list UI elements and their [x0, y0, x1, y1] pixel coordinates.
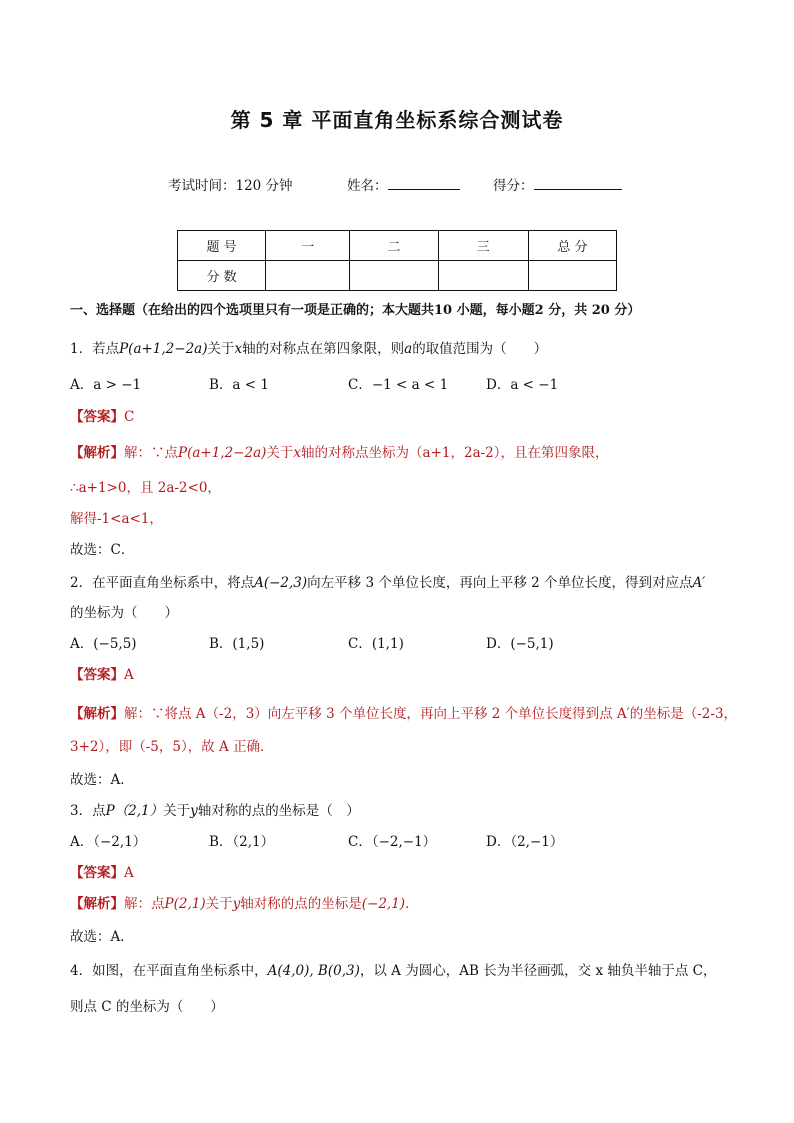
q3-axis: y — [190, 803, 198, 819]
exam-info — [0, 174, 794, 196]
score-cell[interactable] — [528, 261, 616, 291]
answer-value: A — [124, 667, 134, 683]
q2-analysis-line: 3+2），即（-5，5），故 A 正确． — [70, 739, 274, 755]
q1-stem-text: 轴的对称点在第四象限，则 — [242, 341, 405, 357]
answer-tag: 【答案】 — [70, 409, 124, 425]
score-table-value-row — [178, 261, 617, 291]
option-c[interactable]: C．(1,1) — [348, 636, 404, 652]
q4-stem-text: 4．如图，在平面直角坐标系中， — [70, 963, 268, 979]
analysis-text: 解：∵将点 A（-2，3）向左平移 3 个单位长度，再向上平移 2 个单位长度得到点 A′的坐标是（-2-3， — [124, 706, 738, 722]
analysis-tag: 【解析】 — [70, 896, 124, 912]
q3-analysis — [70, 894, 419, 914]
option-c[interactable]: C．−1 < a < 1 — [348, 377, 449, 393]
section-heading: 一、选择题（在给出的四个选项里只有一项是正确的；本大题共10 小题，每小题2 分，共 20 分） — [70, 303, 641, 318]
table-header-cell: 总 分 — [528, 231, 616, 261]
page-title: 第 5 章 平面直角坐标系综合测试卷 — [230, 108, 564, 132]
option-a[interactable]: A．a > −1 — [70, 377, 142, 393]
analysis-axis: x — [293, 445, 302, 461]
q2-analysis — [70, 704, 737, 724]
score-blank[interactable] — [534, 174, 622, 190]
answer-tag: 【答案】 — [70, 667, 124, 683]
q1-point: P(a+1,2−2a) — [119, 341, 208, 357]
table-header-cell: 题 号 — [178, 231, 266, 261]
q1-var: a — [404, 341, 413, 357]
q1-stem-text: 的取值范围为（ ） — [412, 341, 548, 357]
name-field — [347, 174, 388, 194]
q1-stem-text: 关于 — [207, 341, 235, 357]
analysis-tag: 【解析】 — [70, 706, 124, 722]
q3-stem-text: 3．点 — [70, 803, 106, 819]
q1-analysis — [70, 443, 609, 463]
name-label: 姓名： — [347, 178, 388, 194]
analysis-point: P(a+1,2−2a) — [178, 445, 267, 461]
score-label: 得分： — [493, 178, 534, 194]
question-1-stem — [70, 339, 547, 359]
q1-stem-text: 1．若点 — [70, 341, 120, 357]
option-d[interactable]: D．(−5,1) — [486, 636, 554, 652]
q3-point: P（2,1） — [105, 803, 164, 819]
option-d[interactable]: D．a < −1 — [486, 377, 559, 393]
table-header-cell: 二 — [350, 231, 438, 261]
analysis-text: 轴的对称点坐标为（a+1，2a-2），且在第四象限， — [301, 445, 609, 461]
table-row-label: 分 数 — [178, 261, 266, 291]
option-d[interactable]: D．（2,−1） — [486, 834, 564, 850]
answer-value: A — [124, 865, 134, 881]
analysis-text: 关于 — [266, 445, 294, 461]
q2-answer — [70, 665, 134, 685]
q1-analysis-line: ∴a+1>0，且 2a-2<0， — [70, 480, 221, 496]
q3-stem-text: 关于 — [163, 803, 191, 819]
q4-stem-text: ，以 A 为圆心，AB 长为半径画弧，交 x 轴负半轴于点 C， — [359, 963, 717, 979]
analysis-text: ． — [405, 896, 419, 912]
score-cell[interactable] — [350, 261, 438, 291]
q2-stem-text: 2．在平面直角坐标系中，将点 — [70, 575, 255, 591]
question-3-stem — [70, 801, 360, 821]
q3-choice: 故选：A． — [70, 929, 134, 945]
table-header-cell: 三 — [438, 231, 528, 261]
q2-point: A(−2,3) — [254, 575, 308, 591]
analysis-text: 关于 — [205, 896, 233, 912]
q2-choice: 故选：A． — [70, 772, 134, 788]
option-a[interactable]: A．（−2,1） — [70, 834, 147, 850]
score-table — [177, 230, 617, 291]
question-2-stem-cont: 的坐标为（ ） — [70, 605, 178, 621]
analysis-axis: y — [232, 896, 241, 912]
name-blank[interactable] — [388, 174, 460, 190]
score-cell[interactable] — [438, 261, 528, 291]
analysis-tag: 【解析】 — [70, 445, 124, 461]
question-4-stem — [70, 961, 716, 981]
option-b[interactable]: B．a < 1 — [209, 377, 269, 393]
option-b[interactable]: B．(1,5) — [209, 636, 265, 652]
option-a[interactable]: A．(−5,5) — [70, 636, 137, 652]
q1-axis: x — [234, 341, 243, 357]
answer-value: C — [124, 409, 135, 425]
analysis-text: 解：点 — [124, 896, 165, 912]
score-table-header-row — [178, 231, 617, 261]
q3-stem-text: 轴对称的点的坐标是（ ） — [197, 803, 360, 819]
option-b[interactable]: B．（2,1） — [209, 834, 275, 850]
analysis-text: 轴对称的点的坐标是 — [240, 896, 362, 912]
q1-answer — [70, 407, 134, 427]
table-header-cell: 一 — [266, 231, 350, 261]
score-cell[interactable] — [266, 261, 350, 291]
analysis-point: P(2,1) — [164, 896, 206, 912]
score-field — [493, 174, 534, 194]
answer-tag: 【答案】 — [70, 865, 124, 881]
q3-answer — [70, 863, 134, 883]
q4-points: A(4,0), B(0,3) — [267, 963, 360, 979]
q1-choice: 故选：C． — [70, 542, 135, 558]
question-4-stem-cont: 则点 C 的坐标为（ ） — [70, 999, 224, 1015]
q1-analysis-line: 解得-1<a<1， — [70, 511, 163, 527]
q2-stem-text: 向左平移 3 个单位长度，再向上平移 2 个单位长度，得到对应点 — [307, 575, 693, 591]
q2-point-prime: A′ — [692, 575, 706, 591]
exam-time: 考试时间：120 分钟 — [168, 178, 293, 194]
question-2-stem — [70, 573, 705, 593]
option-c[interactable]: C．（−2,−1） — [348, 834, 437, 850]
analysis-result: (−2,1) — [361, 896, 406, 912]
analysis-text: 解：∵点 — [124, 445, 178, 461]
